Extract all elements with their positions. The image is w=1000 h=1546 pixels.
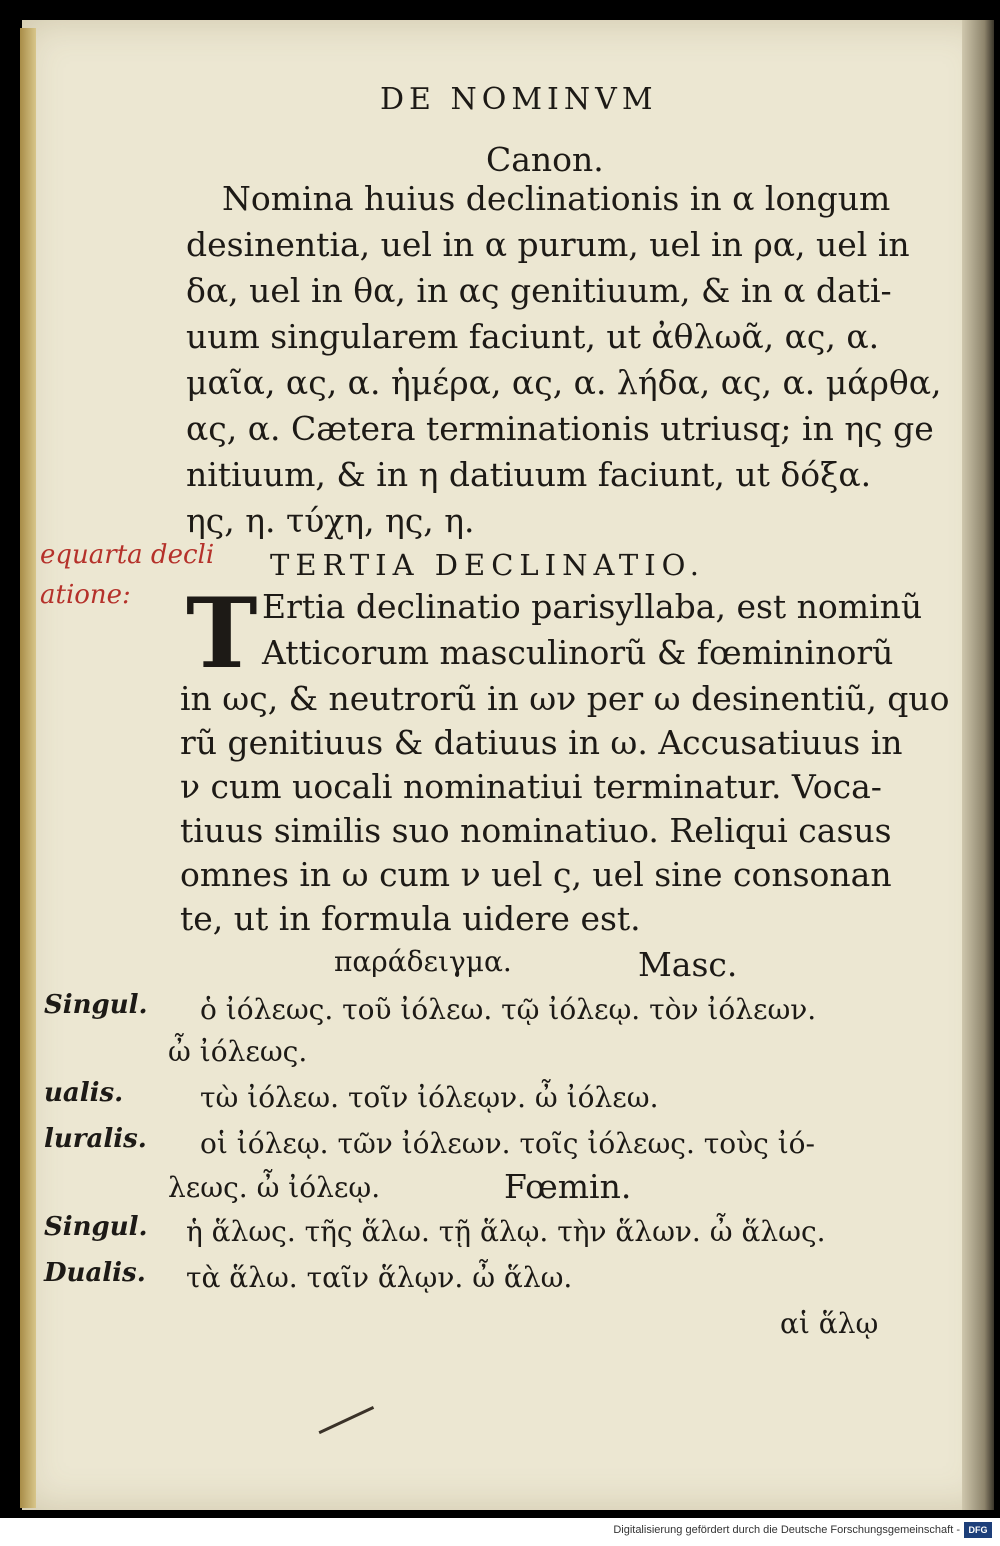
canon-line: ας, α. Cætera terminationis utriusq; in ης ge <box>186 409 934 448</box>
margin-note-line: equarta decli <box>40 540 215 570</box>
paradigm-line: λεως. ὦ ἰόλεῳ. <box>168 1171 381 1204</box>
label-singular: Singul. <box>44 990 148 1020</box>
body-line: Ertia declinatio parisyllaba, est nominũ <box>262 587 923 626</box>
paradigma-heading: παράδειγμα. <box>334 945 512 978</box>
digitization-footer <box>0 1518 1000 1546</box>
paradigm-line: τὰ ἅλω. ταῖν ἅλῳν. ὦ ἅλω. <box>186 1261 573 1294</box>
foemin-heading: Fœmin. <box>504 1167 632 1206</box>
label-plural: luralis. <box>44 1124 147 1154</box>
book-spine-left <box>20 28 36 1508</box>
label-dual: ualis. <box>44 1078 124 1108</box>
catchword: αἱ ἅλῳ <box>780 1307 879 1340</box>
dfg-logo: DFG <box>964 1522 992 1538</box>
body-line: in ως, & neutrorũ in ων per ω desinentiũ, quo <box>180 679 950 718</box>
section-title: TERTIA DECLINATIO. <box>270 548 705 582</box>
running-header: DE NOMINVM <box>380 82 658 117</box>
body-line: Atticorum masculinorũ & fœmininorũ <box>262 633 894 672</box>
margin-note-line: atione: <box>40 580 131 610</box>
canon-line: μαῖα, ας, α. ἡμέρα, ας, α. λήδα, ας, α. μάρθα, <box>186 363 942 402</box>
canon-title: Canon. <box>486 140 604 179</box>
footer-credit: Digitalisierung gefördert durch die Deutsche Forschungsgemeinschaft - <box>613 1524 960 1536</box>
masc-heading: Masc. <box>638 945 738 984</box>
body-line: omnes in ω cum ν uel ς, uel sine consonan <box>180 855 892 894</box>
canon-line: uum singularem faciunt, ut ἀθλωᾶ, ας, α. <box>186 317 880 356</box>
canon-line: nitiuum, & in η datiuum faciunt, ut δόξα. <box>186 455 872 494</box>
drop-capital: T <box>186 577 258 690</box>
body-line: tiuus similis suo nominatiuo. Reliqui casus <box>180 811 892 850</box>
canon-line: Nomina huius declinationis in α longum <box>222 179 891 218</box>
label-singular: Singul. <box>44 1212 148 1242</box>
paradigm-line: ὁ ἰόλεως. τοῦ ἰόλεω. τῷ ἰόλεῳ. τὸν ἰόλεων. <box>200 993 817 1026</box>
body-line: rũ genitiuus & datiuus in ω. Accusatiuus in <box>180 723 903 762</box>
paradigm-line: τὼ ἰόλεω. τοῖν ἰόλεῳν. ὦ ἰόλεω. <box>200 1081 659 1114</box>
book-page-edge-right <box>962 20 994 1510</box>
label-dual: Dualis. <box>44 1258 146 1288</box>
paradigm-line: ἡ ἅλως. τῆς ἅλω. τῇ ἅλῳ. τὴν ἅλων. ὦ ἅλως. <box>186 1215 826 1248</box>
paradigm-line: οἱ ἰόλεῳ. τῶν ἰόλεων. τοῖς ἰόλεως. τοὺς ἰό- <box>200 1127 816 1160</box>
paradigm-line: ὦ ἰόλεως. <box>168 1035 308 1068</box>
canon-line: δα, uel in θα, in ας genitiuum, & in α dati- <box>186 271 892 310</box>
canon-line: ης, η. τύχη, ης, η. <box>186 501 475 540</box>
body-line: ν cum uocali nominatiui terminatur. Voca- <box>180 767 882 806</box>
body-line: te, ut in formula uidere est. <box>180 899 641 938</box>
canon-line: desinentia, uel in α purum, uel in ρα, uel in <box>186 225 910 264</box>
